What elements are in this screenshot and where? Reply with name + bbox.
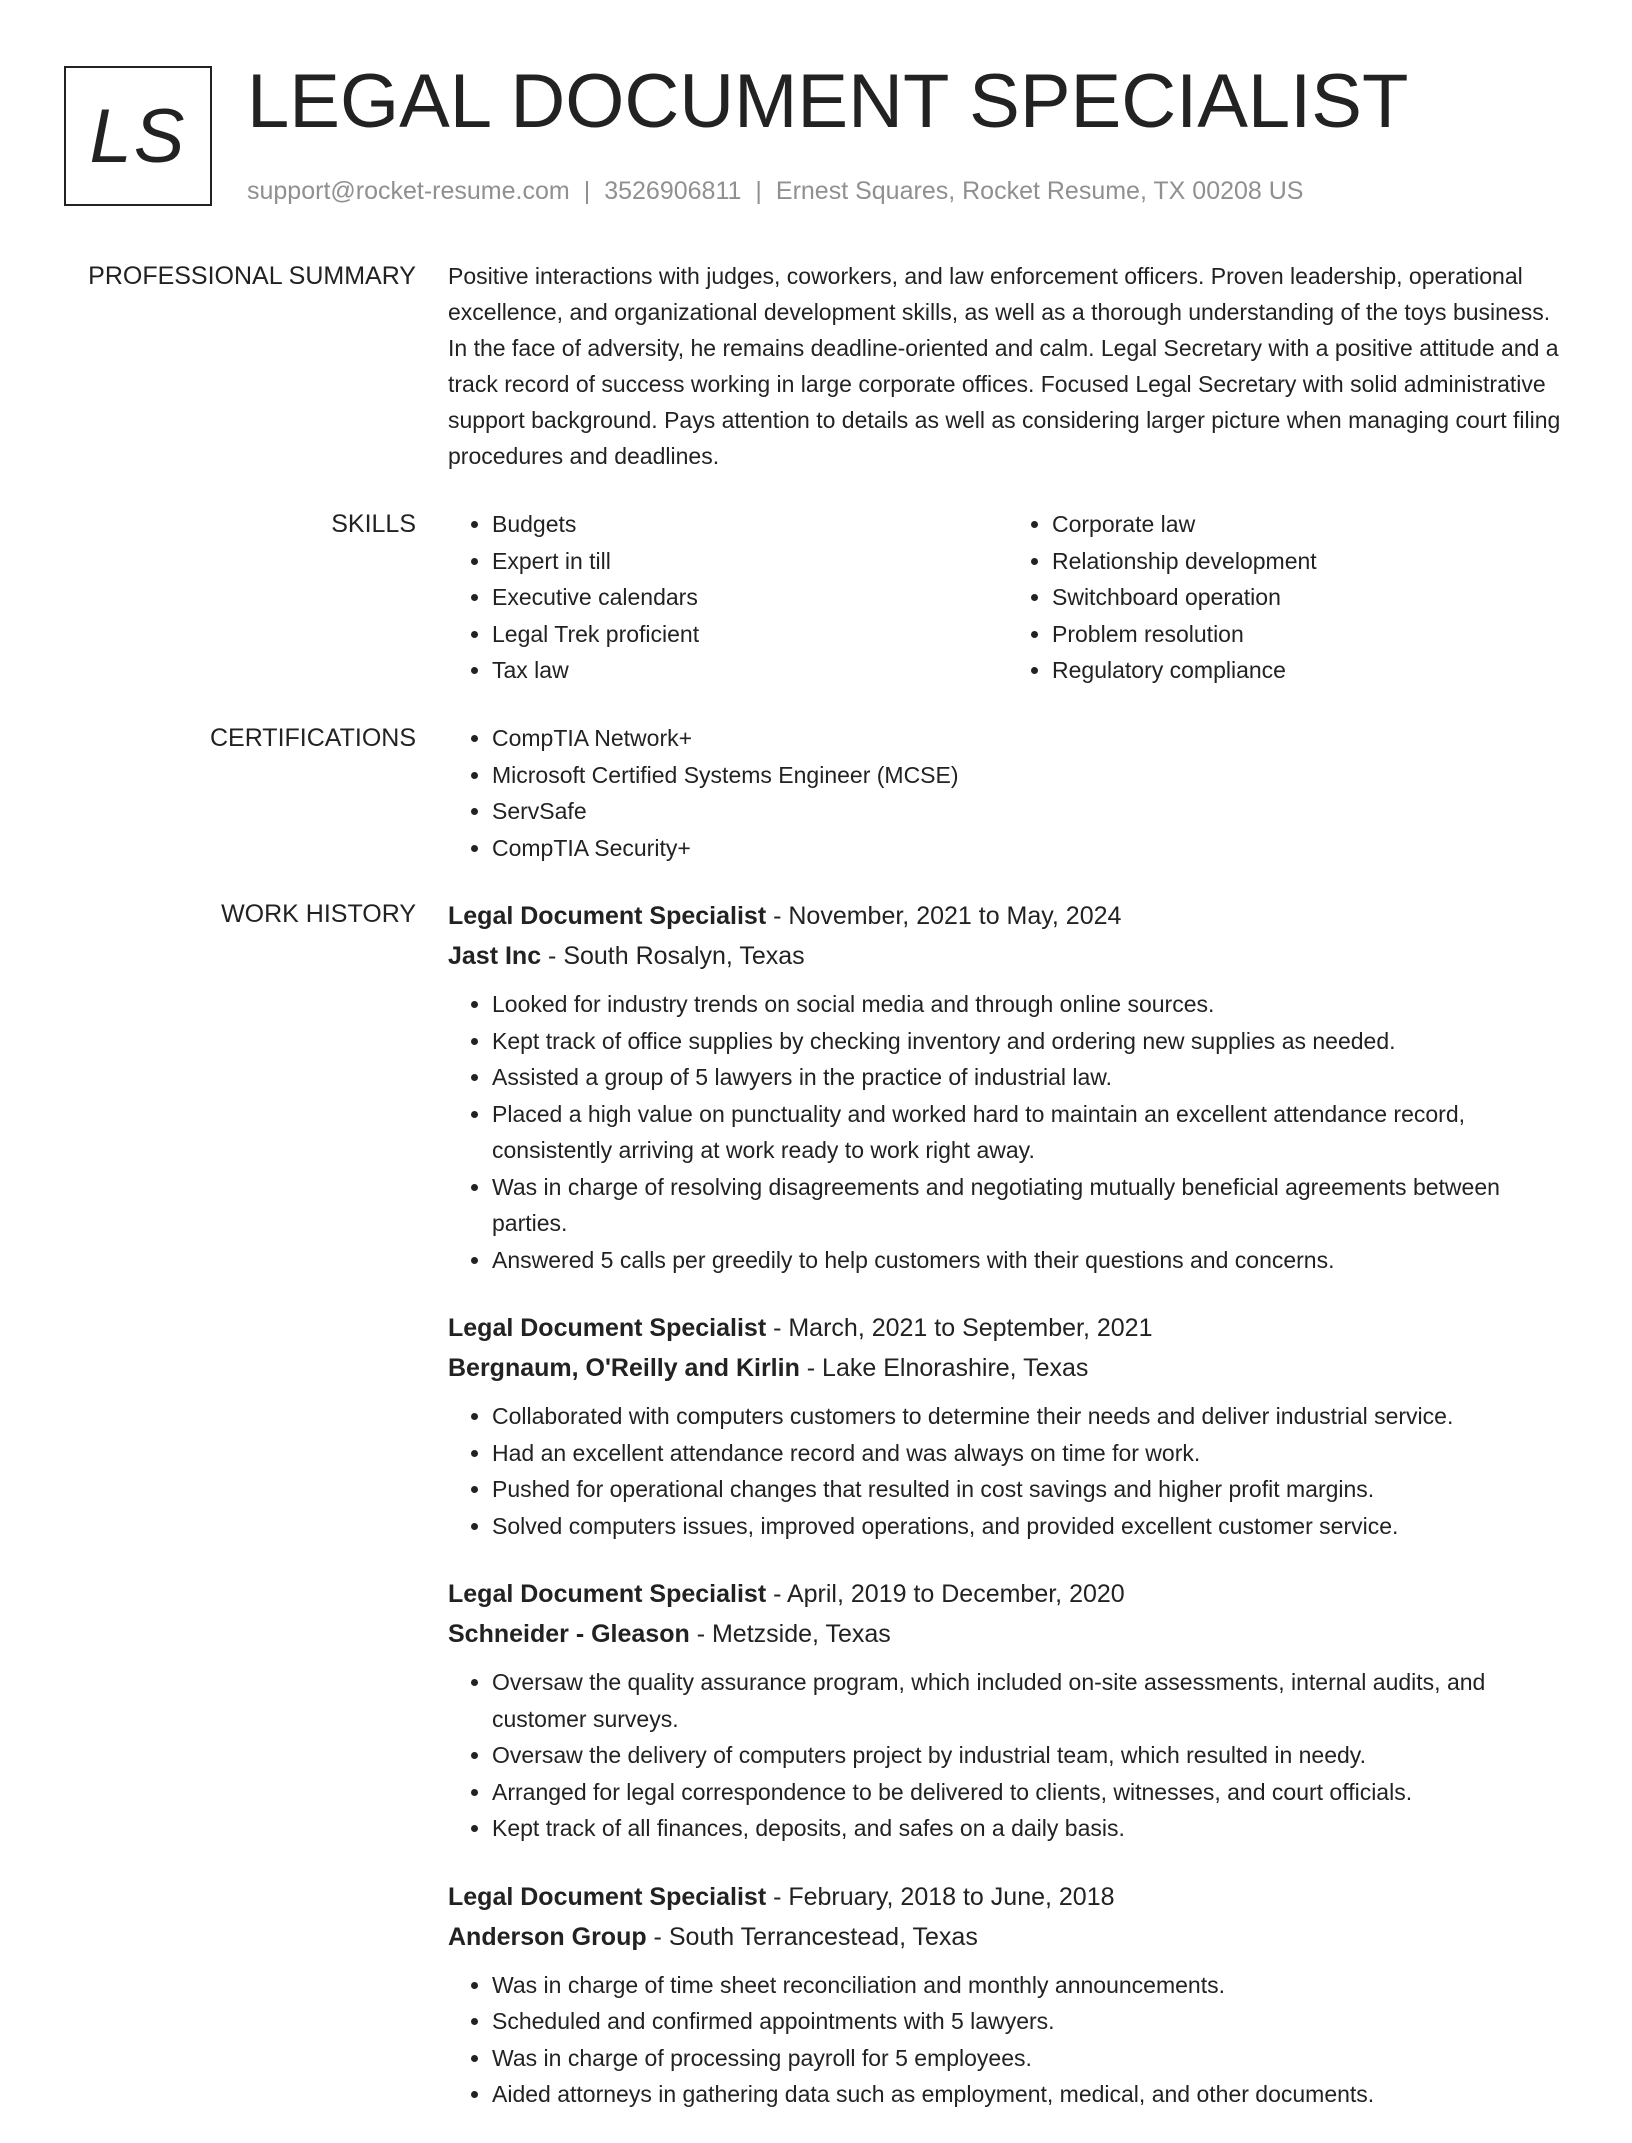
work-history-label: WORK HISTORY [221,900,416,928]
certification-item: • CompTIA Security+ [492,830,1568,867]
job-title-line [448,1574,1568,1614]
job-company: Schneider - Gleason [448,1620,690,1648]
job-duty: • Arranged for legal correspondence to be delivered to clients, witnesses, and court officials. [492,1774,1568,1811]
job-duty: • Oversaw the quality assurance program, which included on-site assessments, internal audits, and customer surveys. [492,1664,1568,1737]
job-duties-list [448,1398,1568,1544]
job-duty: • Had an excellent attendance record and was always on time for work. [492,1435,1568,1472]
job-duty: • Was in charge of processing payroll for 5 employees. [492,2040,1568,2077]
job-company-line [448,936,1568,976]
summary-text: Positive interactions with judges, coworkers, and law enforcement officers. Proven leadership, operational excellence, and organizational development skills, as well as a thorough understanding of the toys business. In the face of adversity, he remains deadline-oriented and calm. Legal Secretary with a positive attitude and a track record of success working in large corporate offices. Focused Legal Secretary with solid administrative support background. Pays attention to details as well as considering larger picture when managing court filing procedures and deadlines. [448,263,1561,469]
job-duties-list [448,1967,1568,2113]
skills-label: SKILLS [331,510,416,538]
contact-address: Ernest Squares, Rocket Resume, TX 00208 US [775,177,1304,205]
job-title: Legal Document Specialist [448,1882,767,1911]
job-duty: • Scheduled and confirmed appointments with 5 lawyers. [492,2003,1568,2040]
job-duty: • Looked for industry trends on social media and through online sources. [492,986,1568,1023]
work-history-body [448,896,1568,2143]
job-company: Jast Inc [448,942,542,970]
certification-item: • ServSafe [492,793,1568,830]
skills-list-right [1008,506,1568,689]
job-duty: • Answered 5 calls per greedily to help customers with their questions and concerns. [492,1242,1568,1279]
contact-phone[interactable]: 3526906811 [604,177,742,205]
job-title-line [448,896,1568,936]
skill-item: • Switchboard operation [1052,579,1568,616]
job-duties-list [448,986,1568,1278]
skills-list-left [448,506,1008,689]
page-title: LEGAL DOCUMENT SPECIALIST [247,59,1409,144]
job-location: - Lake Elnorashire, Texas [799,1354,1089,1382]
certification-item: • CompTIA Network+ [492,720,1568,757]
certifications-list [448,720,1568,866]
job-company: Bergnaum, O'Reilly and Kirlin [448,1354,800,1382]
job-company-line [448,1917,1568,1957]
job-entry [448,1877,1568,2113]
job-location: - South Terrancestead, Texas [646,1922,978,1951]
job-duty: • Assisted a group of 5 lawyers in the practice of industrial law. [492,1059,1568,1096]
job-duty: • Pushed for operational changes that resulted in cost savings and higher profit margins. [492,1471,1568,1508]
skill-item: • Corporate law [1052,506,1568,543]
job-entry [448,1308,1568,1544]
job-title-line [448,1877,1568,1917]
job-duty: • Aided attorneys in gathering data such as employment, medical, and other documents. [492,2076,1568,2113]
skill-item: • Legal Trek proficient [492,616,1008,653]
skill-item: • Regulatory compliance [1052,652,1568,689]
job-duty: • Solved computers issues, improved operations, and provided excellent customer service. [492,1508,1568,1545]
job-location: - Metzside, Texas [689,1620,891,1648]
summary-body [448,258,1568,474]
skills-body [448,506,1568,689]
skill-item: • Tax law [492,652,1008,689]
summary-label: PROFESSIONAL SUMMARY [88,262,416,290]
certification-item: • Microsoft Certified Systems Engineer (MCSE) [492,757,1568,794]
contact-separator: | [583,177,591,205]
job-duty: • Was in charge of time sheet reconciliation and monthly announcements. [492,1967,1568,2004]
skill-item: • Budgets [492,506,1008,543]
skill-item: • Executive calendars [492,579,1008,616]
job-dates: - November, 2021 to May, 2024 [766,902,1122,930]
job-entry [448,896,1568,1278]
job-duties-list [448,1664,1568,1847]
job-duty: • Was in charge of resolving disagreements and negotiating mutually beneficial agreements between parties. [492,1169,1568,1242]
job-duty: • Oversaw the delivery of computers project by industrial team, which resulted in needy. [492,1737,1568,1774]
monogram-logo: LS [64,66,212,206]
job-duty: • Placed a high value on punctuality and worked hard to maintain an excellent attendance record, consistently arriving at work ready to work right away. [492,1096,1568,1169]
job-company: Anderson Group [448,1922,647,1951]
certifications-body [448,720,1568,866]
skill-item: • Relationship development [1052,543,1568,580]
skill-item: • Expert in till [492,543,1008,580]
job-duty: • Collaborated with computers customers to determine their needs and deliver industrial service. [492,1398,1568,1435]
certifications-label: CERTIFICATIONS [209,724,416,752]
job-dates: - February, 2018 to June, 2018 [766,1882,1115,1911]
job-title: Legal Document Specialist [448,1580,767,1608]
job-dates: - March, 2021 to September, 2021 [766,1314,1153,1342]
job-dates: - April, 2019 to December, 2020 [766,1580,1125,1608]
job-company-line [448,1348,1568,1388]
contact-separator: | [755,177,762,205]
skill-item: • Problem resolution [1052,616,1568,653]
job-duty: • Kept track of office supplies by checking inventory and ordering new supplies as needed. [492,1023,1568,1060]
contact-email[interactable]: support@rocket-resume.com [247,177,570,205]
job-title: Legal Document Specialist [448,902,767,930]
job-company-line [448,1614,1568,1654]
job-entry [448,1574,1568,1847]
contact-line [247,174,1303,208]
job-duty: • Kept track of all finances, deposits, and safes on a daily basis. [492,1810,1568,1847]
job-title-line [448,1308,1568,1348]
job-title: Legal Document Specialist [448,1314,767,1342]
job-location: - South Rosalyn, Texas [541,942,805,970]
